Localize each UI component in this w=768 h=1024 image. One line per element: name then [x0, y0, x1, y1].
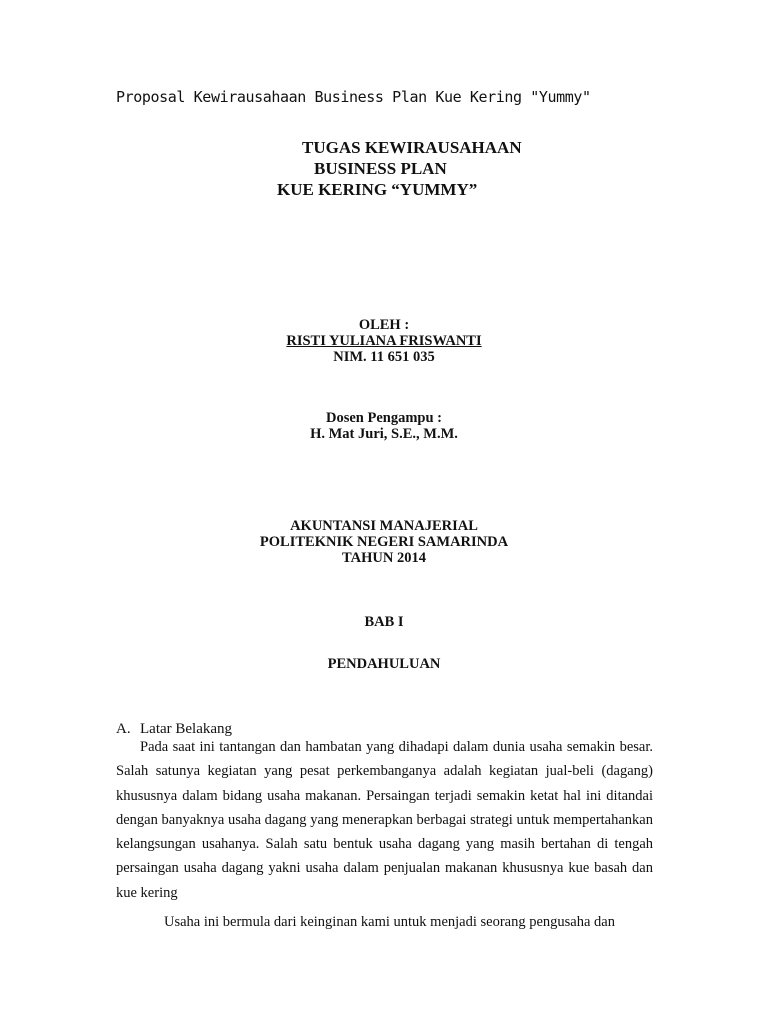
author-block [0, 317, 768, 365]
chapter-title-block [0, 656, 768, 672]
chapter-number: BAB I [364, 614, 404, 630]
section-title: Latar Belakang [140, 721, 233, 737]
document-header: Proposal Kewirausahaan Business Plan Kue Kering "Yummy" [116, 88, 591, 106]
title-line-3: KUE KERING “YUMMY” [277, 180, 478, 199]
lecturer-label: Dosen Pengampu : [325, 410, 442, 426]
title-line-2: BUSINESS PLAN [314, 159, 447, 178]
lecturer-block [0, 410, 768, 442]
section-letter: A. [116, 721, 131, 737]
paragraph-1: Pada saat ini tantangan dan hambatan yang dihadapi dalam dunia usaha semakin besar. Salah satunya kegiatan yang pesat perkembanganya adalah kegiatan jual-beli (dagang) khususnya dalam bidang usaha makanan. Persaingan terjadi semakin ketat hal ini ditandai dengan banyaknya usaha dagang yang menerapkan berbagai strategi untuk mempertahankan kelangsungan usahanya. Salah satu bentuk usaha dagang yang masih bertahan di tengah persaingan usaha dagang yakni usaha dalam penjualan makanan khususnya kue basah dan kue kering [116, 739, 653, 901]
department-name: AKUNTANSI MANAJERIAL [290, 518, 478, 534]
year: TAHUN 2014 [342, 550, 426, 566]
title-line-1: TUGAS KEWIRAUSAHAAN [302, 138, 522, 157]
paragraph-2: Usaha ini bermula dari keinginan kami untuk menjadi seorang pengusaha dan [164, 914, 615, 930]
chapter-number-block [0, 614, 768, 630]
chapter-title: PENDAHULUAN [327, 656, 441, 672]
lecturer-name: H. Mat Juri, S.E., M.M. [310, 426, 458, 442]
school-name: POLITEKNIK NEGERI SAMARINDA [259, 534, 509, 550]
author-label: OLEH : [358, 317, 410, 333]
author-name: RISTI YULIANA FRISWANTI [286, 333, 482, 349]
institution-block [0, 518, 768, 566]
author-nim: NIM. 11 651 035 [333, 349, 435, 365]
